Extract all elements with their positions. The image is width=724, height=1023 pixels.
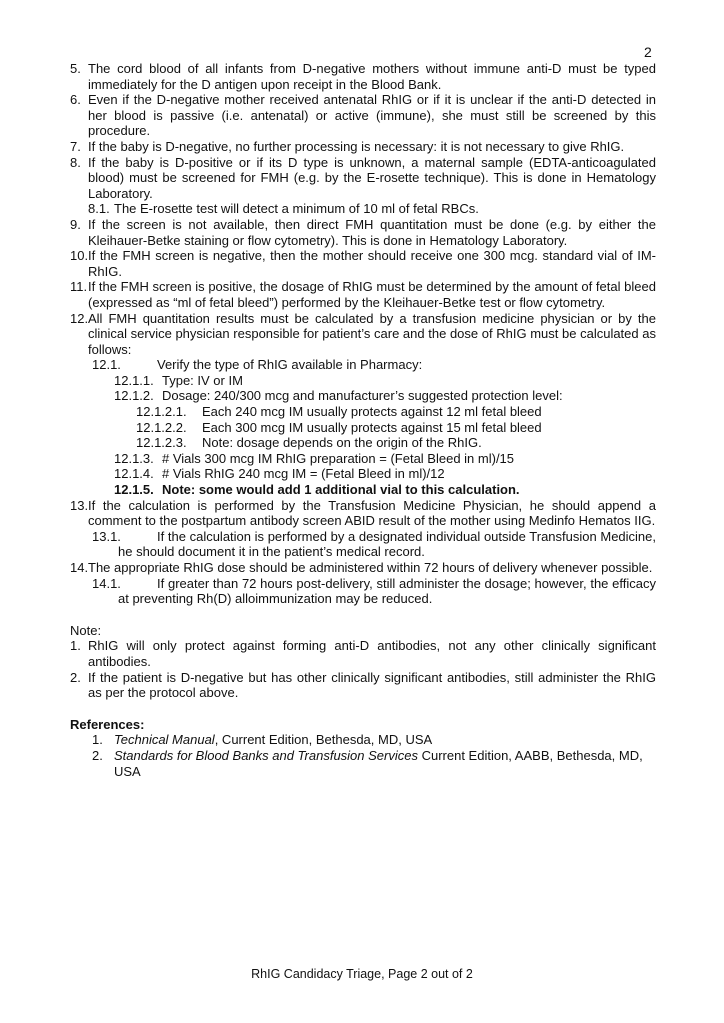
item-text: All FMH quantitation results must be calculated by a transfusion medicine physician or by the clinical service physician responsible for patient’s care and the dose of RhIG must be calculated as follows: <box>88 310 656 357</box>
item-number: 1. <box>70 638 81 654</box>
item-number: 2. <box>70 669 81 685</box>
list-item-12-1-1 <box>114 373 656 389</box>
list-item-12-1-2-2 <box>136 420 656 436</box>
item-number: 10. <box>70 248 89 264</box>
reference-text <box>114 748 656 779</box>
item-number: 5. <box>70 61 81 76</box>
item-number: 1. <box>92 732 103 748</box>
list-item-12-1-5 <box>114 482 656 498</box>
item-text: If the baby is D-negative, no further processing is necessary: it is not necessary to give RhIG. <box>88 138 625 154</box>
list-item-12-1-4 <box>114 466 656 482</box>
item-text: The E-rosette test will detect a minimum of 10 ml of fetal RBCs. <box>114 201 479 217</box>
item-number: 14.1. <box>92 575 121 591</box>
item-number: 13.1. <box>92 528 121 544</box>
item-number: 13. <box>70 497 89 513</box>
list-item-13 <box>70 498 656 529</box>
reference-title: Standards for Blood Banks and Transfusion Services <box>114 747 418 763</box>
list-item-8 <box>70 155 656 202</box>
item-number: 12.1.2.2. <box>136 419 187 435</box>
item-text: Note: dosage depends on the origin of the RhIG. <box>202 435 482 451</box>
list-item-14-1 <box>92 576 656 607</box>
item-number: 6. <box>70 92 81 108</box>
item-number: 14. <box>70 560 89 575</box>
list-item-13-1 <box>92 529 656 560</box>
reference-text <box>114 732 656 748</box>
reference-details: , Current Edition, Bethesda, MD, USA <box>214 732 433 748</box>
item-number: 12.1.4. <box>114 466 154 482</box>
item-text: # Vials RhIG 240 mcg IM = (Fetal Bleed in ml)/12 <box>162 466 445 482</box>
list-item-12-1-2 <box>114 388 656 404</box>
page-number: 2 <box>644 44 652 60</box>
reference-details: Current Edition, AABB, Bethesda, MD, USA <box>114 747 643 779</box>
note-heading: Note: <box>70 622 102 638</box>
item-number: 12.1.2.3. <box>136 435 187 451</box>
item-number: 12.1.3. <box>114 450 154 466</box>
item-text: If the patient is D-negative but has other clinically significant antibodies, still administer the RhIG as per the protocol above. <box>88 669 656 701</box>
list-item-14 <box>70 560 656 576</box>
item-number: 12.1.2. <box>114 388 154 404</box>
page-footer: RhIG Candidacy Triage, Page 2 out of 2 <box>251 967 473 981</box>
list-item-12 <box>70 311 656 358</box>
list-item-7 <box>70 139 656 155</box>
item-text: If the baby is D-positive or if its D type is unknown, a maternal sample (EDTA-anticoagulated blood) must be screened for FMH (e.g. by the E-rosette technique). This is done in Hematology Laboratory. <box>88 154 656 201</box>
item-text: The cord blood of all infants from D-negative mothers without immune anti-D must be typed immediately for the D antigen upon receipt in the Blood Bank. <box>88 61 656 92</box>
item-text: If the screen is not available, then direct FMH quantitation must be done (e.g. by either the Kleihauer-Betke staining or flow cytometry). This is done in Hematology Laboratory. <box>88 216 656 248</box>
item-number: 12.1.5. <box>114 482 154 498</box>
item-text: If the FMH screen is negative, then the mother should receive one 300 mcg. standard vial of IM-RhIG. <box>88 248 656 279</box>
item-number: 8. <box>70 154 81 170</box>
item-text: Even if the D-negative mother received antenatal RhIG or if it is unclear if the anti-D detected in her blood is passive (i.e. antenatal) or active (immune), she must still be screened by this procedure. <box>88 92 656 139</box>
reference-title: Technical Manual <box>114 732 215 748</box>
list-item-12-1 <box>92 357 656 373</box>
item-number: 12.1. <box>92 357 121 373</box>
item-text: RhIG will only protect against forming anti-D antibodies, not any other clinically significant antibodies. <box>88 638 656 669</box>
list-item-12-1-2-3 <box>136 435 656 451</box>
item-text: Verify the type of RhIG available in Pharmacy: <box>157 357 423 373</box>
item-text: Note: some would add 1 additional vial to this calculation. <box>162 482 520 498</box>
reference-item-2 <box>92 748 656 779</box>
list-item-12-1-2-1 <box>136 404 656 420</box>
note-item-1 <box>70 638 656 669</box>
list-item-5 <box>70 61 656 92</box>
item-number: 12.1.1. <box>114 372 154 388</box>
item-text: Type: IV or IM <box>162 372 243 388</box>
list-item-10 <box>70 248 656 279</box>
item-text: If the calculation is performed by a designated individual outside Transfusion Medicine, he should document it in the patient’s medical record. <box>118 528 656 560</box>
item-number: 9. <box>70 216 81 232</box>
reference-item-1 <box>92 732 656 748</box>
item-number: 11. <box>70 279 88 295</box>
item-number: 7. <box>70 138 81 154</box>
item-text: If greater than 72 hours post-delivery, still administer the dosage; however, the efficacy at preventing Rh(D) alloimmunization may be reduced. <box>118 575 656 607</box>
document-body <box>70 61 656 779</box>
item-text: Dosage: 240/300 mcg and manufacturer’s suggested protection level: <box>162 388 563 404</box>
list-item-12-1-3 <box>114 451 656 467</box>
item-number: 2. <box>92 747 103 763</box>
list-item-6 <box>70 92 656 139</box>
list-item-9 <box>70 217 656 248</box>
item-number: 8.1. <box>88 201 110 217</box>
item-number: 12.1.2.1. <box>136 404 187 420</box>
item-text: If the calculation is performed by the Transfusion Medicine Physician, he should append a comment to the postpartum antibody screen ABID result of the mother using Medinfo Hematos IIG. <box>88 497 656 529</box>
references-heading: References: <box>70 716 145 732</box>
note-item-2 <box>70 670 656 701</box>
item-text: Each 300 mcg IM usually protects against 15 ml fetal bleed <box>202 419 542 435</box>
item-text: The appropriate RhIG dose should be administered within 72 hours of delivery whenever possible. <box>88 560 653 575</box>
item-text: # Vials 300 mcg IM RhIG preparation = (Fetal Bleed in ml)/15 <box>162 450 515 466</box>
item-number: 12. <box>70 310 89 326</box>
list-item-8-1 <box>88 201 656 217</box>
item-text: If the FMH screen is positive, the dosage of RhIG must be determined by the amount of fetal bleed (expressed as “ml of fetal bleed”) performed by the Kleihauer-Betke test or flow cytometry. <box>88 279 656 310</box>
item-text: Each 240 mcg IM usually protects against 12 ml fetal bleed <box>202 404 542 420</box>
list-item-11 <box>70 279 656 310</box>
